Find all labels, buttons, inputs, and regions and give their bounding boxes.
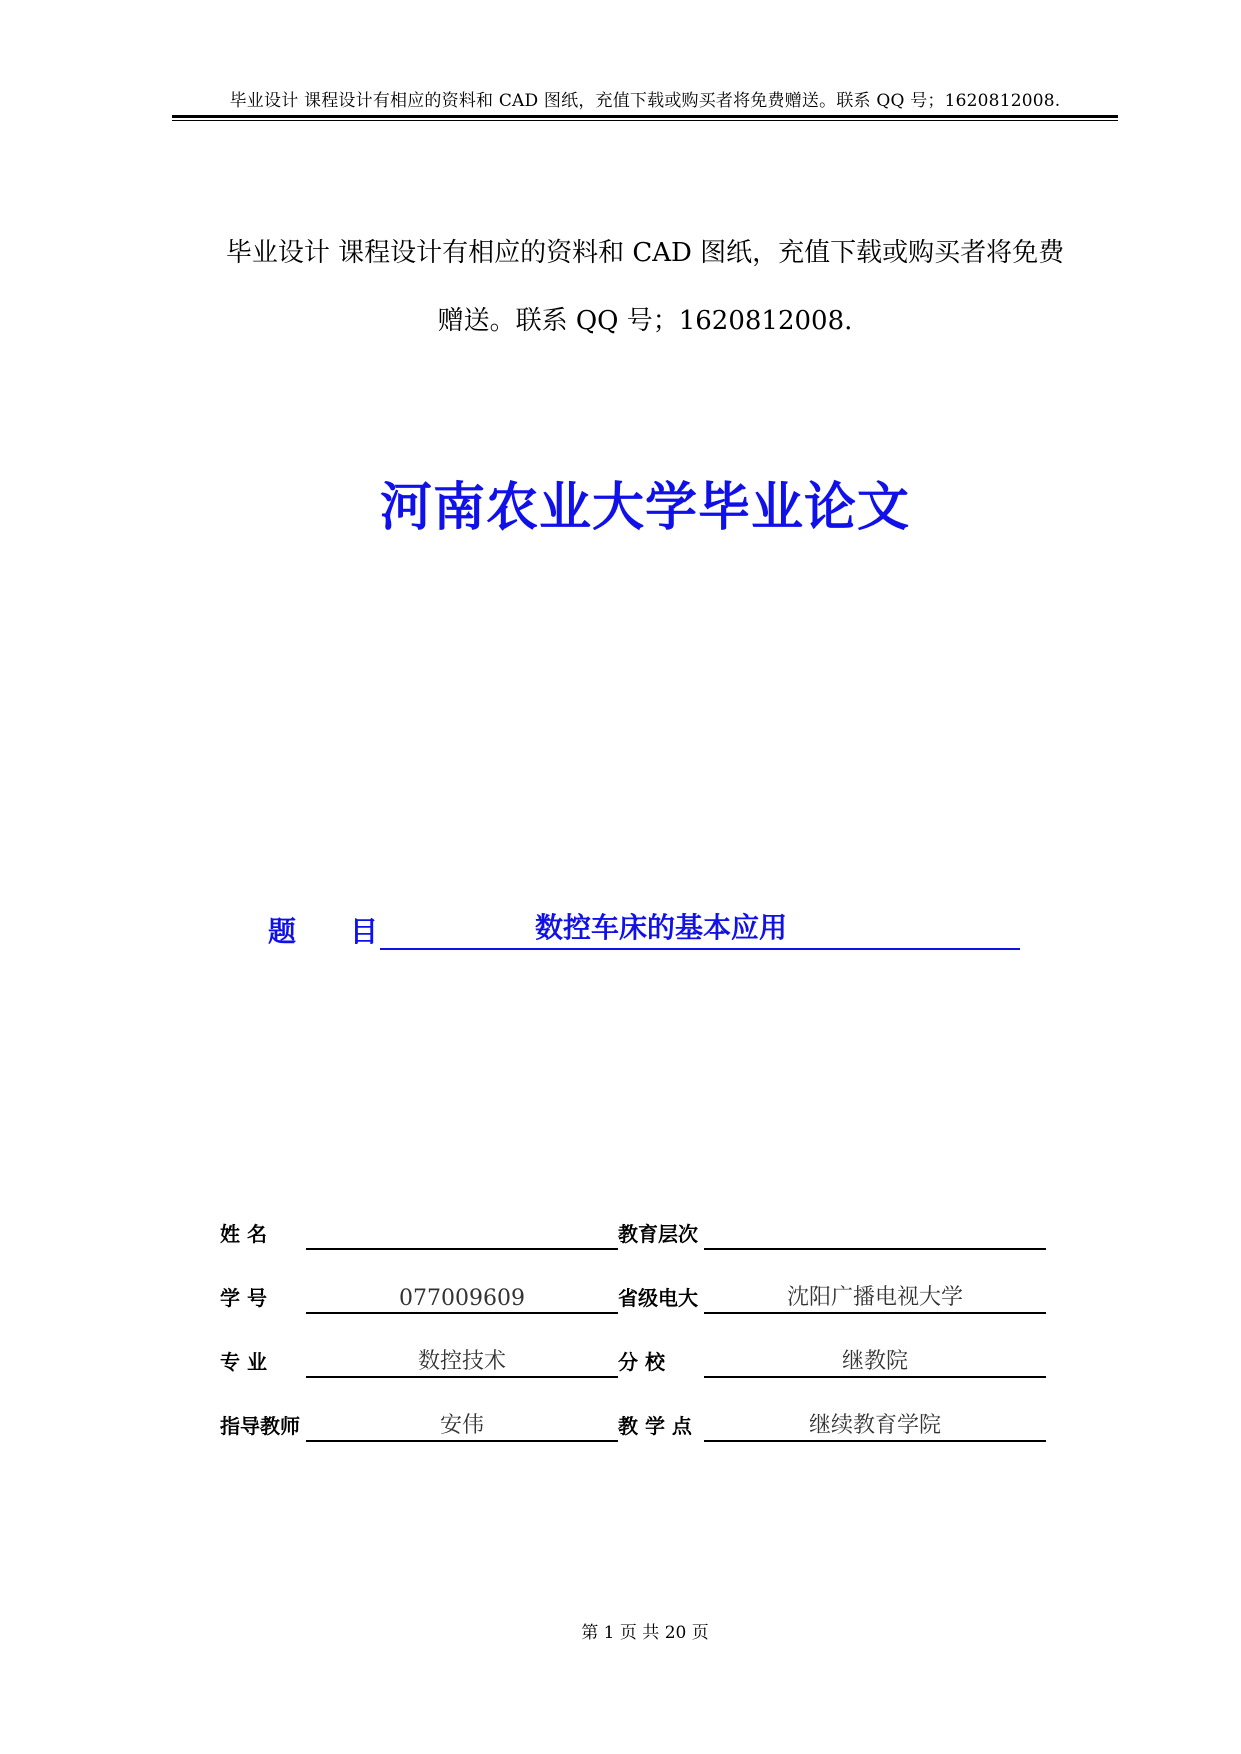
header-rule: [172, 115, 1118, 118]
info-row-name: [220, 1186, 1060, 1250]
id-field: 077009609: [306, 1280, 618, 1314]
name-field: [306, 1216, 618, 1250]
subject-value: 数控车床的基本应用: [380, 914, 1020, 950]
info-row-advisor: [220, 1378, 1060, 1442]
site-label: 教 学 点: [618, 1414, 692, 1438]
advisor-label: 指导教师: [220, 1414, 300, 1438]
running-header: 毕业设计 课程设计有相应的资料和 CAD 图纸，充值下载或购买者将免费赠送。联系 QQ 号；1620812008.: [229, 91, 1061, 111]
major-field: 数控技术: [306, 1344, 618, 1378]
major-label: 专 业: [220, 1350, 267, 1374]
site-field: 继续教育学院: [704, 1408, 1046, 1442]
subject-label-2: 目: [350, 915, 379, 948]
id-label: 学 号: [220, 1286, 267, 1310]
page-footer: 第 1 页 共 20 页: [581, 1623, 709, 1643]
info-row-id: [220, 1250, 1060, 1314]
subject-line: [268, 910, 1020, 950]
header-rule-thin: [172, 120, 1118, 121]
level-field: [704, 1216, 1046, 1250]
province-field: 沈阳广播电视大学: [704, 1280, 1046, 1314]
info-row-major: [220, 1314, 1060, 1378]
subject-label-1: 题: [268, 915, 297, 948]
branch-field: 继教院: [704, 1344, 1046, 1378]
info-table: [220, 1186, 1060, 1442]
notice-line-1: 毕业设计 课程设计有相应的资料和 CAD 图纸，充值下载或购买者将免费: [225, 238, 1065, 268]
advisor-field: 安伟: [306, 1408, 618, 1442]
level-label: 教育层次: [618, 1222, 698, 1246]
name-label: 姓 名: [220, 1222, 267, 1246]
thesis-title: 河南农业大学毕业论文: [379, 478, 910, 538]
notice-line-2: 赠送。联系 QQ 号；1620812008.: [437, 306, 853, 336]
branch-label: 分 校: [618, 1350, 665, 1374]
province-label: 省级电大: [618, 1286, 698, 1310]
